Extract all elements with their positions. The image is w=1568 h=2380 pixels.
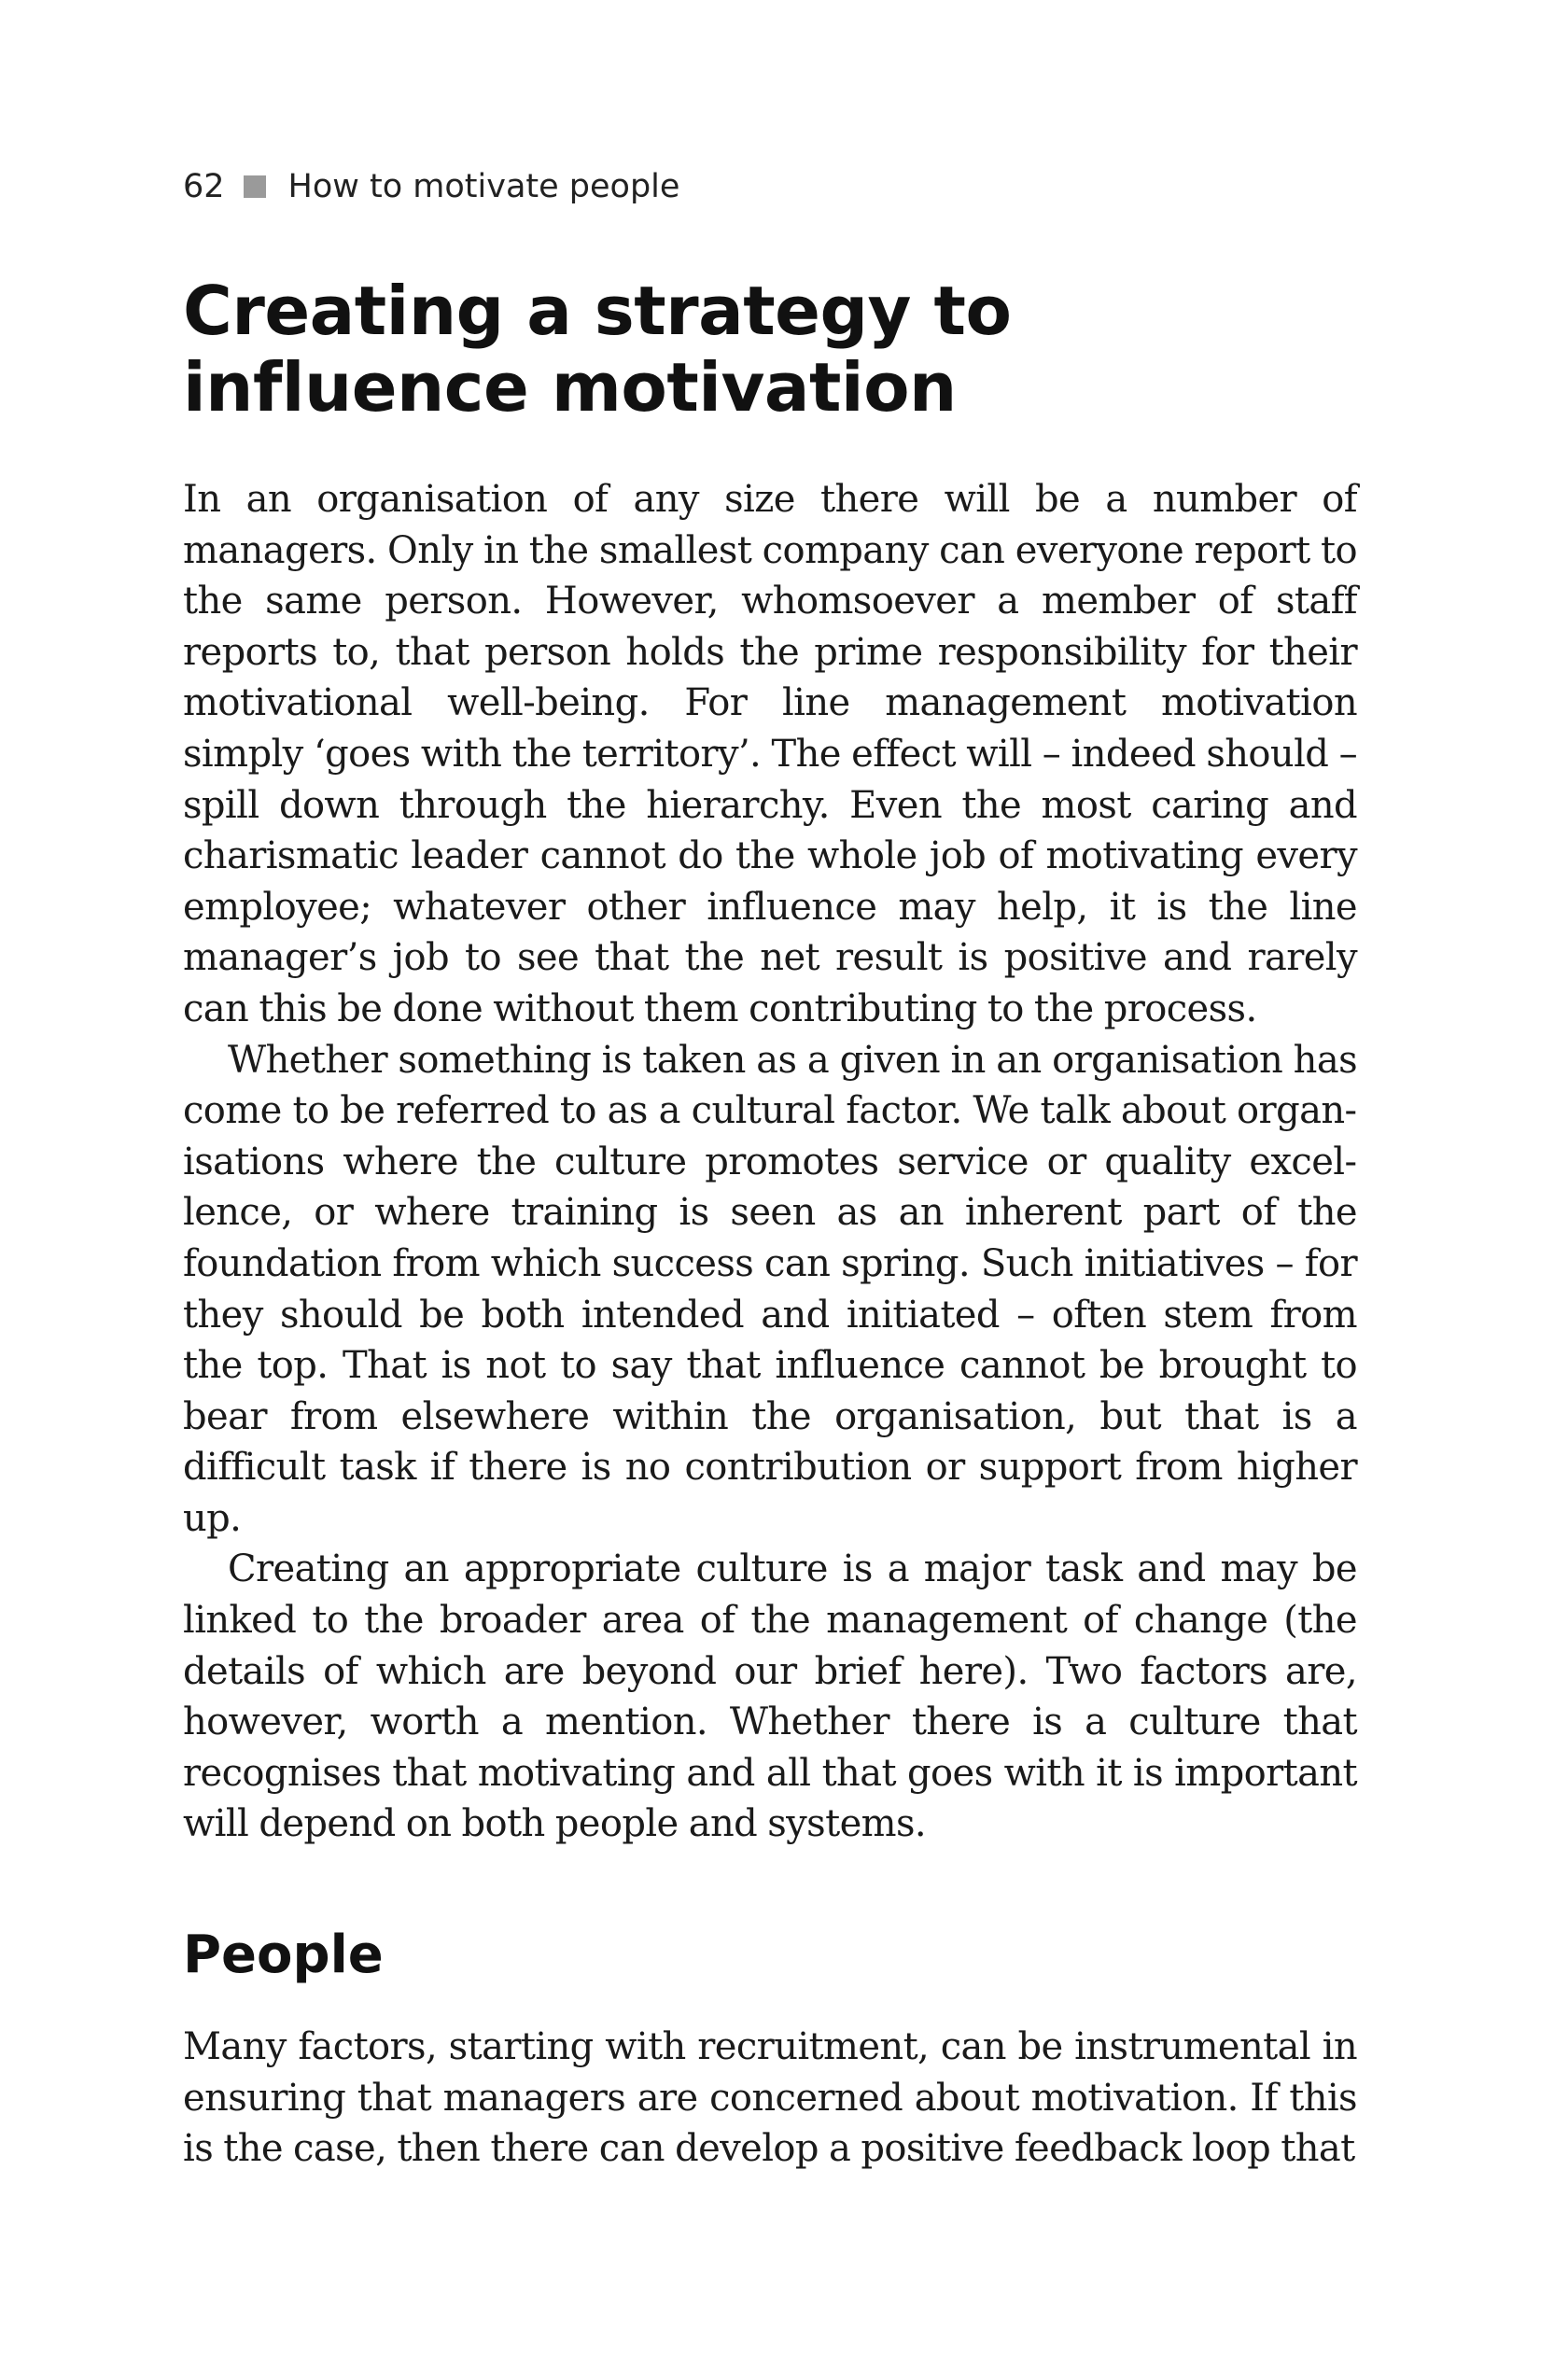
square-bullet-icon <box>244 175 266 198</box>
paragraph-3: Creating an appropriate culture is a major task and may be linked to the broader area of the management of change (the details of which are beyond our brief here). Two factors are, however, worth a mention. Whether there is a culture that recognises that motivating and all that goes with it is important will depend on both people and systems. <box>183 1547 1357 1846</box>
book-title: How to motivate people <box>287 168 680 205</box>
intro-body <box>183 474 1357 1850</box>
paragraph-1: In an organisation of any size there will be a number of managers. Only in the smallest company can everyone report to the same person. However, whomsoever a member of staff reports to, that person holds the prime responsibility for their motivational well-being. For line management motivation simply ‘goes with the territory’. The effect will – indeed should – spill down through the hierarchy. Even the most caring and charismatic leader cannot do the whole job of motivating every employee; whatever other influence may help, it is the line manager’s job to see that the net result is positive and rarely can this be done without them contributing to the process. <box>183 478 1357 1030</box>
running-head <box>183 164 679 209</box>
paragraph-2: Whether something is taken as a given in an organisation has come to be referred to as a cultural factor. We talk about organisations where the culture promotes service or quality excellence, or where training is seen as an inherent part of the foundation from which success can spring. Such initiatives – for they should be both intended and initiated – often stem from the top. That is not to say that influence cannot be brought to bear from elsewhere within the organisation, but that is a difficult task if there is no contribution or support from higher up. <box>183 1038 1357 1540</box>
section-heading: People <box>183 1925 384 1985</box>
people-paragraph-1: Many factors, starting with recruitment, can be instrumental in ensuring that managers are concerned about motivation. If this is the case, then there can develop a positive feedback loop that <box>183 2025 1357 2171</box>
chapter-title: Creating a strategy to influence motivation <box>183 272 1012 427</box>
page-number: 62 <box>183 168 225 205</box>
people-body <box>183 2022 1357 2175</box>
book-page <box>183 0 1357 2380</box>
